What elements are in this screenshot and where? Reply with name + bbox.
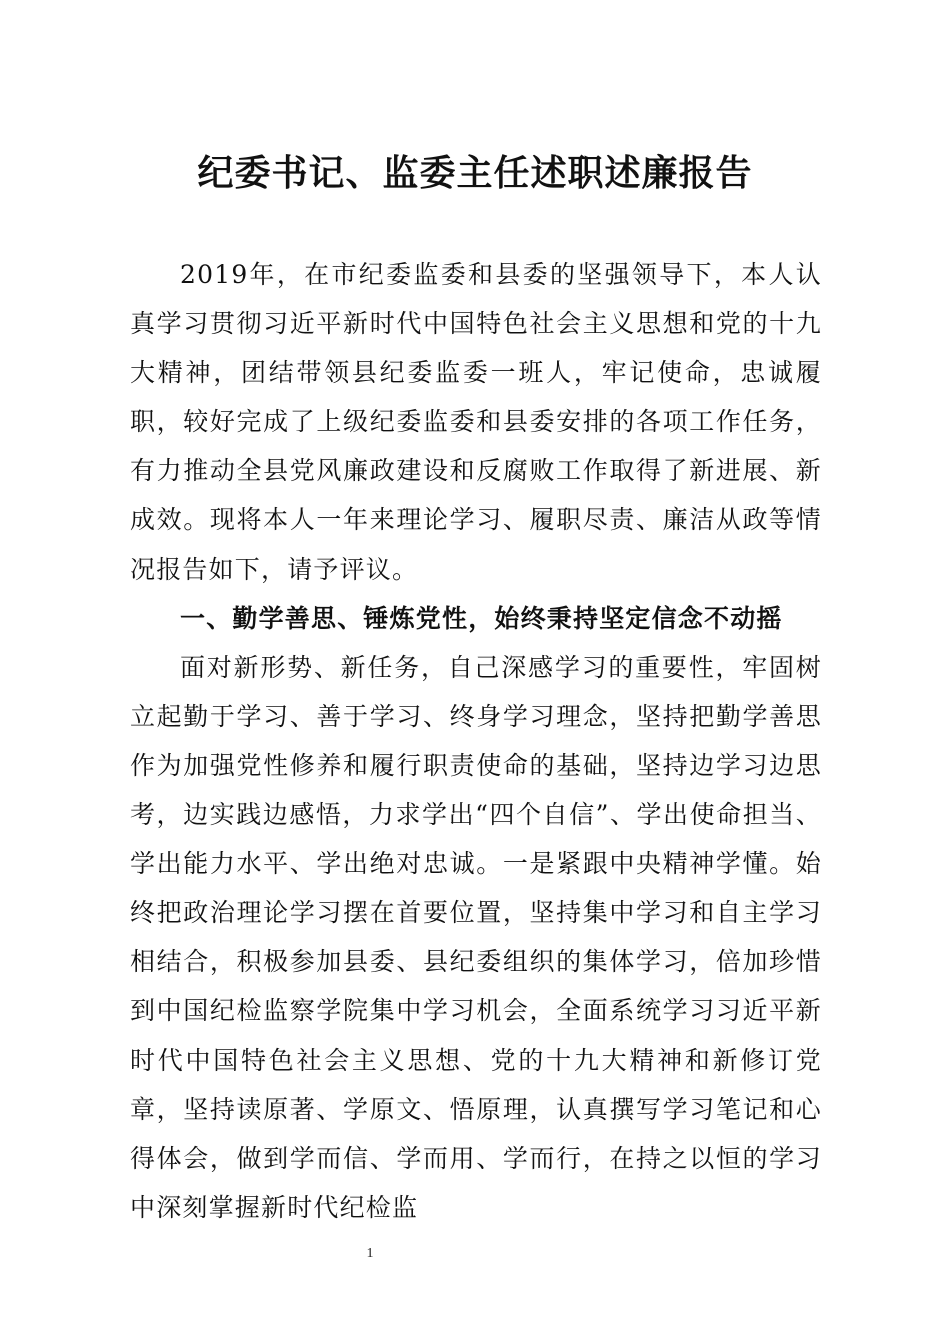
emphasis-text: 一是紧跟中央精神学懂。 xyxy=(502,849,796,879)
intro-paragraph: 2019年，在市纪委监委和县委的坚强领导下，本人认真学习贯彻习近平新时代中国特色社会主义思想和党的十九大精神，团结带领县纪委监委一班人，牢记使命，忠诚履职，较好完成了上级纪委监委和县委安排的各项工作任务，有力推动全县党风廉政建设和反腐败工作取得了新进展、新成效。现将本人一年来理论学习、履职尽责、廉洁从政等情况报告如下，请予评议。 xyxy=(130,260,822,584)
paragraph-text: 始终把政治理论学习摆在首要位置，坚持集中学习和自主学习相结合，积极参加县委、县纪委组织的集体学习，倍加珍惜到中国纪检监察学院集中学习机会，全面系统学习习近平新时代中国特色社会主义思想、党的十九大精神和新修订党章，坚持读原著、学原文、悟原理，认真撰写学习笔记和心得体会，做到学而信、学而用、学而行，在持之以恒的学习中深刻掌握新时代纪检监 xyxy=(130,849,822,1222)
document-body xyxy=(130,250,822,1232)
section-heading-1: 一、勤学善思、锤炼党性，始终秉持坚定信念不动摇 xyxy=(180,603,783,633)
document-title: 纪委书记、监委主任述职述廉报告 xyxy=(197,152,753,194)
section-1-paragraph xyxy=(130,643,822,1232)
page-number: 1 xyxy=(366,1246,374,1261)
paragraph-text: 面对新形势、新任务，自己深感学习的重要性，牢固树立起勤于学习、善于学习、终身学习理念，坚持把勤学善思作为加强党性修养和履行职责使命的基础，坚持边学习边思考，边实践边感悟，力求学出“四个自信”、学出使命担当、学出能力水平、学出绝对忠诚。 xyxy=(130,652,822,879)
